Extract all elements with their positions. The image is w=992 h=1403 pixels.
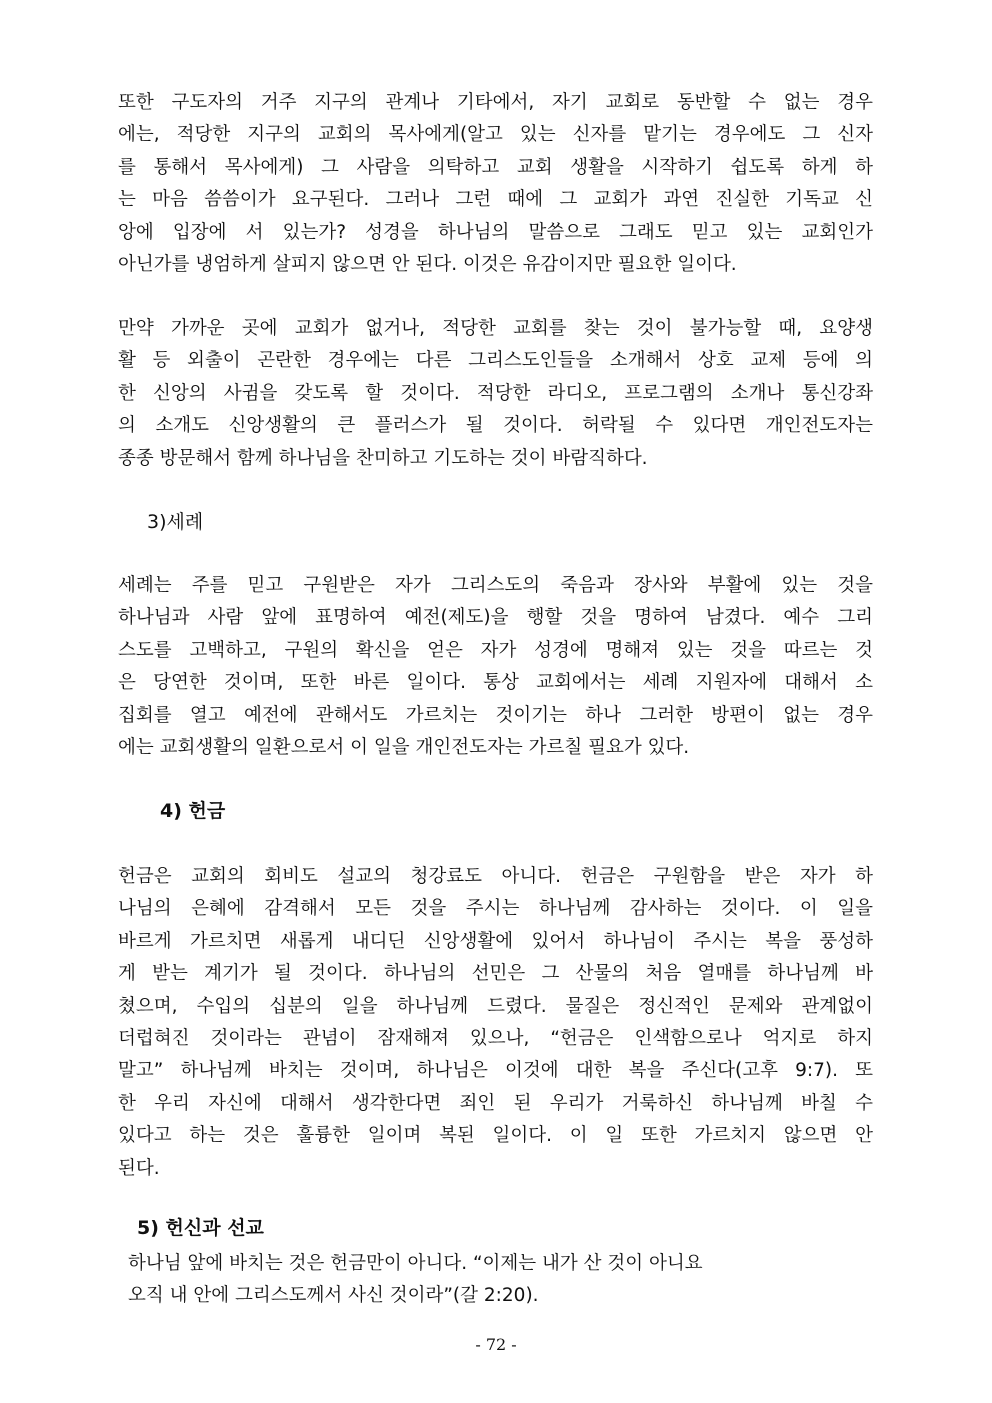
text-line: 의 소개도 신앙생활의 큰 플러스가 될 것이다. 허락될 수 있다면 개인전도자는 [118, 415, 873, 437]
section-heading-offering: 4) 헌금 [160, 800, 226, 822]
paragraph-offering [118, 861, 873, 1185]
text-line: 한 신앙의 사귐을 갖도록 할 것이다. 적당한 라디오, 프로그램의 소개나 통신강좌 [118, 382, 873, 404]
paragraph-devotion [128, 1248, 703, 1313]
section-heading-devotion-mission: 5) 헌신과 선교 [137, 1217, 264, 1239]
text-line: 헌금은 교회의 회비도 설교의 청강료도 아니다. 헌금은 구원함을 받은 자가 하 [118, 866, 873, 887]
text-line: 나님의 은혜에 감격해서 모든 것을 주시는 하나님께 감사하는 것이다. 이 일을 [118, 898, 873, 920]
text-line: 에는 교회생활의 일환으로서 이 일을 개인전도자는 가르칠 필요가 있다. [118, 736, 690, 758]
paragraph-church-referral [118, 87, 873, 281]
text-line: 오직 내 안에 그리스도께서 사신 것이라”(갈 2:20). [128, 1285, 539, 1307]
text-line: 에는, 적당한 지구의 교회의 목사에게(알고 있는 신자를 맡기는 경우에도 그 신자 [118, 124, 873, 146]
section-heading-baptism: 3)세례 [147, 511, 204, 533]
text-line: 쳤으며, 수입의 십분의 일을 하나님께 드렸다. 물질은 정신적인 문제와 관계없이 [118, 995, 873, 1017]
text-line: 스도를 고백하고, 구원의 확신을 얻은 자가 성경에 명해져 있는 것을 따르는 것 [118, 639, 873, 661]
text-line: 하나님과 사람 앞에 표명하여 예전(제도)을 행할 것을 명하여 남겼다. 예수 그리 [118, 607, 873, 629]
text-line: 된다. [118, 1157, 160, 1179]
text-line: 종종 방문해서 함께 하나님을 찬미하고 기도하는 것이 바람직하다. [118, 447, 648, 469]
text-line: 있다고 하는 것은 훌륭한 일이며 복된 일이다. 이 일 또한 가르치지 않으면 안 [118, 1125, 873, 1147]
text-line: 는 마음 씀씀이가 요구된다. 그러나 그런 때에 그 교회가 과연 진실한 기독교 신 [118, 189, 873, 211]
text-line: 앙에 입장에 서 있는가? 성경을 하나님의 말씀으로 그래도 믿고 있는 교회인가 [118, 221, 873, 243]
paragraph-no-nearby-church [118, 313, 873, 475]
text-line: 한 우리 자신에 대해서 생각한다면 죄인 된 우리가 거룩하신 하나님께 바칠 수 [118, 1092, 873, 1114]
text-line: 만약 가까운 곳에 교회가 없거나, 적당한 교회를 찾는 것이 불가능할 때, 요양생 [118, 318, 873, 339]
text-line: 은 당연한 것이며, 또한 바른 일이다. 통상 교회에서는 세례 지원자에 대해서 소 [118, 672, 873, 694]
text-line: 아닌가를 냉엄하게 살피지 않으면 안 된다. 이것은 유감이지만 필요한 일이다. [118, 253, 737, 275]
text-line: 를 통해서 목사에게) 그 사람을 의탁하고 교회 생활을 시작하기 쉽도록 하게 하 [118, 156, 873, 178]
paragraph-baptism [118, 570, 873, 764]
text-line: 활 등 외출이 곤란한 경우에는 다른 그리스도인들을 소개해서 상호 교제 등에 의 [118, 350, 873, 372]
page-number: - 72 - [475, 1335, 517, 1354]
text-line: 말고” 하나님께 바치는 것이며, 하나님은 이것에 대한 복을 주신다(고후 9:7). 또 [118, 1060, 873, 1082]
text-line: 하나님 앞에 바치는 것은 헌금만이 아니다. “이제는 내가 산 것이 아니요 [128, 1253, 703, 1274]
text-line: 또한 구도자의 거주 지구의 관계나 기타에서, 자기 교회로 동반할 수 없는 경우 [118, 92, 873, 113]
text-line: 게 받는 계기가 될 것이다. 하나님의 선민은 그 산물의 처음 열매를 하나님께 바 [118, 963, 873, 985]
text-line: 바르게 가르치면 새롭게 내디딘 신앙생활에 있어서 하나님이 주시는 복을 풍성하 [118, 930, 873, 952]
text-line: 집회를 열고 예전에 관해서도 가르치는 것이기는 하나 그러한 방편이 없는 경우 [118, 704, 873, 726]
text-line: 세례는 주를 믿고 구원받은 자가 그리스도의 죽음과 장사와 부활에 있는 것을 [118, 575, 873, 596]
text-line: 더럽혀진 것이라는 관념이 잠재해져 있으나, “헌금은 인색함으로나 억지로 하지 [118, 1027, 873, 1049]
